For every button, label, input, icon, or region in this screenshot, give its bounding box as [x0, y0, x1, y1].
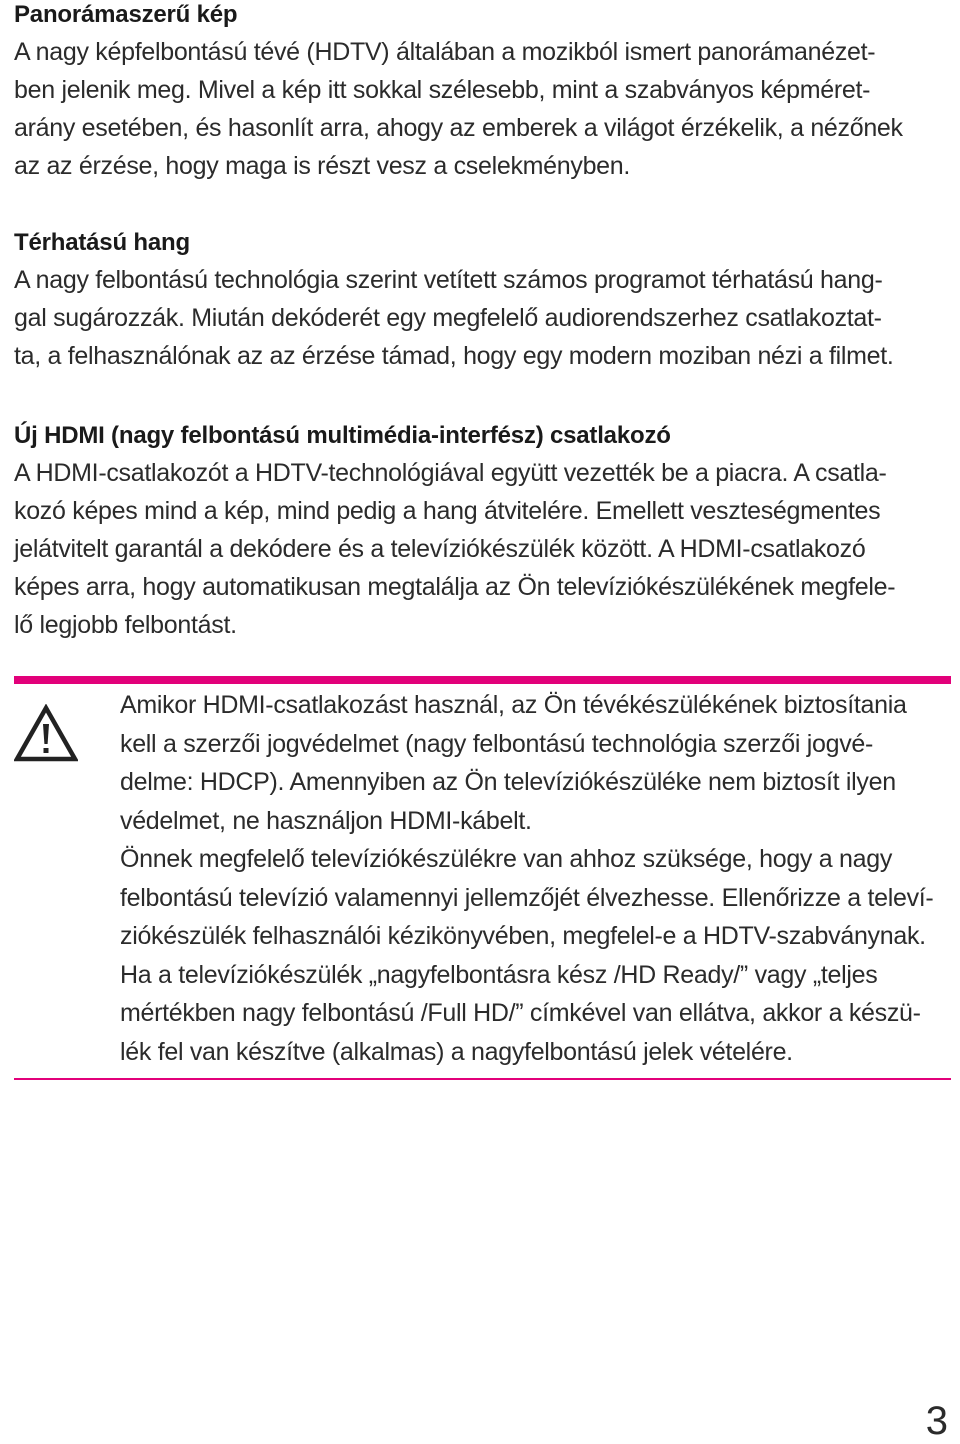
note-line: delme: HDCP). Amennyiben az Ön televíziókészüléke nem biztosít ilyen: [120, 768, 896, 796]
warning-triangle-icon: [14, 704, 78, 762]
text-line: A nagy felbontású technológia szerint vetített számos programot térhatású hang-: [14, 266, 883, 294]
text-line: kozó képes mind a kép, mind pedig a hang átvitelére. Emellett veszteségmentes: [14, 497, 881, 525]
note-line: Önnek megfelelő televíziókészülékre van ahhoz szüksége, hogy a nagy: [120, 845, 893, 873]
section-panoramic-image: [14, 0, 950, 185]
text-line: ben jelenik meg. Mivel a kép itt sokkal szélesebb, mint a szabványos képméret-: [14, 76, 871, 104]
text-line: lő legjobb felbontást.: [14, 611, 237, 639]
text-line: ta, a felhasználónak az az érzése támad, hogy egy modern moziban nézi a filmet.: [14, 342, 894, 370]
text-line: az az érzése, hogy maga is részt vesz a cselekményben.: [14, 152, 631, 180]
text-line: jelátvitelt garantál a dekódere és a televíziókészülék között. A HDMI-csatlakozó: [14, 535, 866, 563]
text-line: A HDMI-csatlakozót a HDTV-technológiával együtt vezették be a piacra. A csatla-: [14, 459, 887, 487]
section-heading: Térhatású hang: [14, 229, 190, 256]
note-line: Ha a televíziókészülék „nagyfelbontásra kész /HD Ready/” vagy „teljes: [120, 960, 878, 989]
note-line: védelmet, ne használjon HDMI-kábelt.: [120, 806, 532, 835]
note-bottom-divider: [14, 1078, 951, 1080]
note-line: felbontású televízió valamennyi jellemzőjét élvezhesse. Ellenőrizze a televí-: [120, 883, 934, 912]
text-line: képes arra, hogy automatikusan megtalálja az Ön televíziókészülékének megfele-: [14, 573, 896, 601]
section-surround-sound: [14, 225, 950, 375]
section-heading: Panorámaszerű kép: [14, 1, 238, 28]
text-line: arány esetében, és hasonlít arra, ahogy az emberek a világot érzékelik, a nézőnek: [14, 114, 903, 142]
section-heading: Új HDMI (nagy felbontású multimédia-interfész) csatlakozó: [14, 422, 671, 449]
hdmi-warning-note: [120, 686, 950, 1071]
note-line: Amikor HDMI-csatlakozást használ, az Ön tévékészülékének biztosítania: [120, 691, 907, 719]
text-line: A nagy képfelbontású tévé (HDTV) általában a mozikból ismert panorámanézet-: [14, 38, 876, 66]
note-line: lék fel van készítve (alkalmas) a nagyfelbontású jelek vételére.: [120, 1037, 793, 1066]
text-line: gal sugározzák. Miután dekóderét egy megfelelő audiorendszerhez csatlakoztat-: [14, 304, 882, 332]
note-line: ziókészülék felhasználói kézikönyvében, megfelel-e a HDTV-szabványnak.: [120, 922, 926, 950]
note-top-divider: [14, 676, 951, 684]
page-number: 3: [925, 1399, 948, 1443]
note-line: kell a szerzői jogvédelmet (nagy felbontású technológia szerzői jogvé-: [120, 729, 874, 758]
section-hdmi-connector: [14, 418, 950, 644]
note-line: mértékben nagy felbontású /Full HD/” címkével van ellátva, akkor a készü-: [120, 999, 921, 1027]
